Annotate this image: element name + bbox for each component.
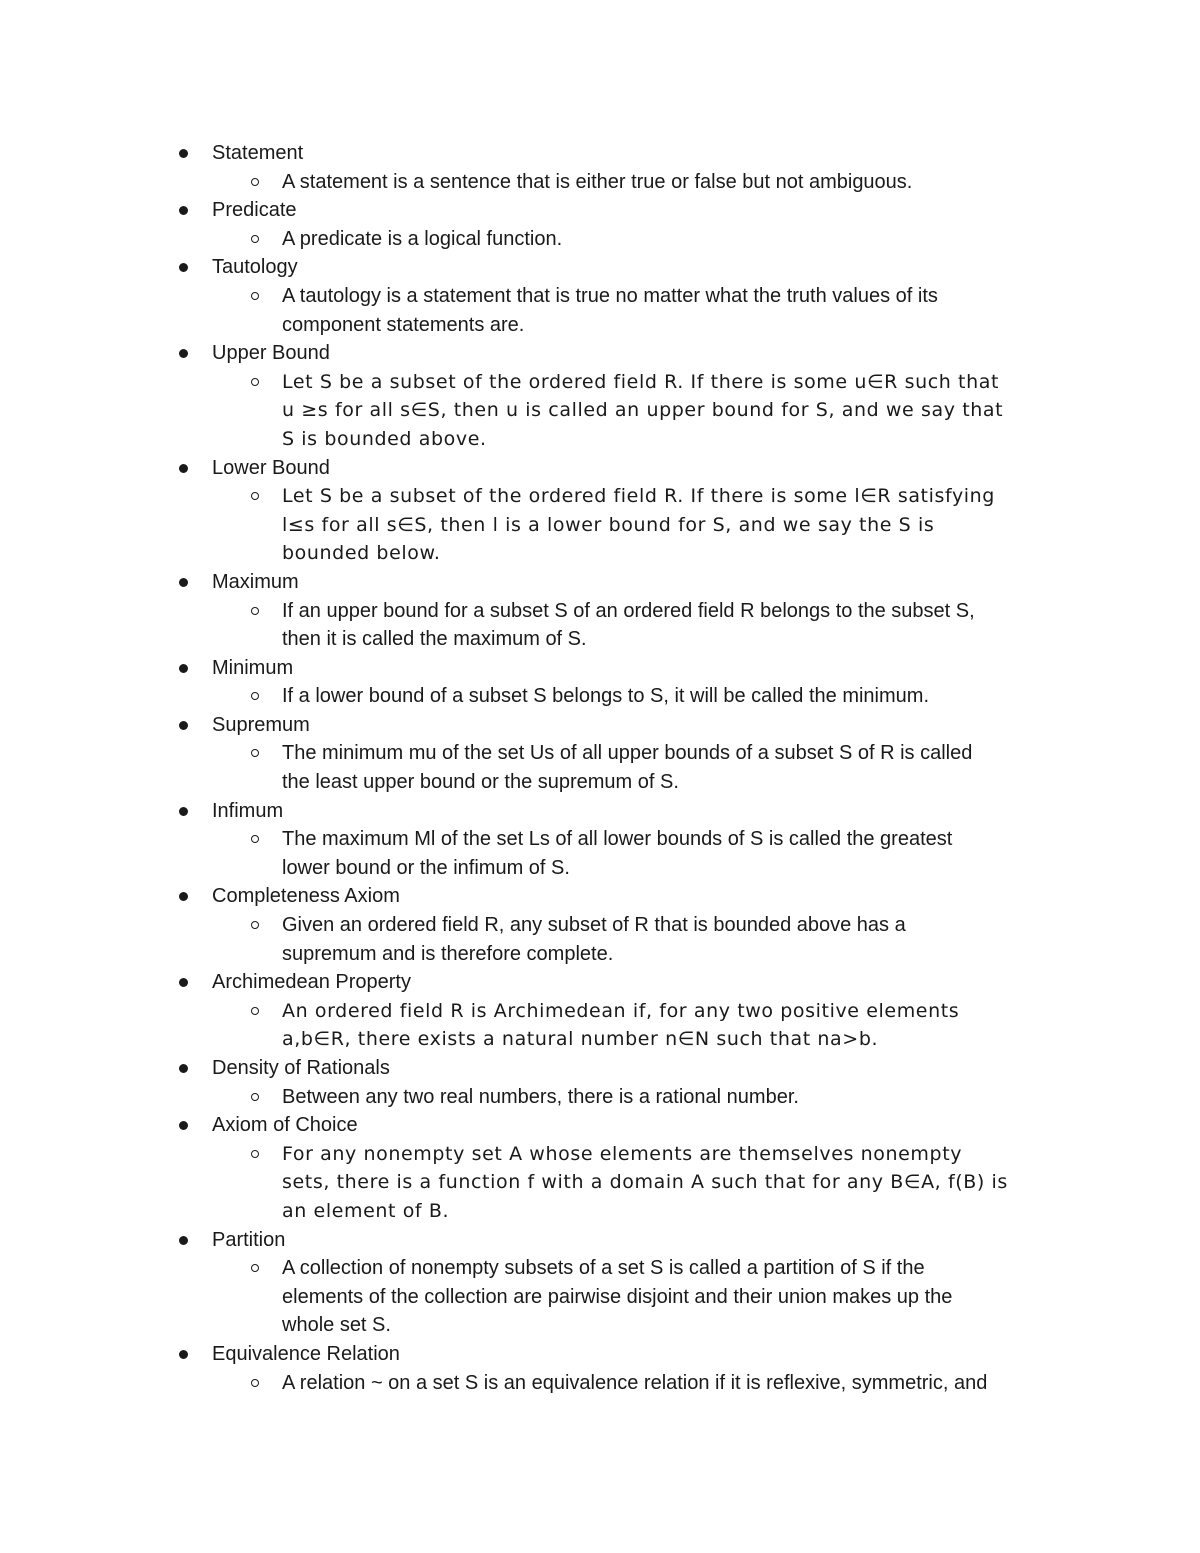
definition-item: [176, 1054, 1076, 1111]
definition-text: [176, 911, 1076, 968]
hollow-bullet-icon: [251, 692, 259, 700]
hollow-bullet-icon: [251, 492, 259, 500]
term-heading: Archimedean Property: [212, 971, 411, 994]
definition-line: The maximum Ml of the set Ls of all lower bounds of S is called the greatest: [282, 828, 953, 851]
definition-line: elements of the collection are pairwise disjoint and their union makes up the: [282, 1285, 953, 1308]
definition-line: bounded below.: [282, 542, 441, 565]
term-heading: Minimum: [212, 656, 294, 679]
hollow-bullet-icon: [251, 749, 259, 757]
definition-sublist: [176, 739, 1076, 796]
definition-text: [176, 282, 1076, 339]
bullet-icon: [179, 1064, 188, 1073]
hollow-bullet-icon: [251, 1264, 259, 1272]
definition-item: [176, 654, 1076, 711]
definition-line: A statement is a sentence that is either true or false but not ambiguous.: [282, 170, 913, 193]
definition-item: [176, 196, 1076, 253]
definition-sublist: [176, 597, 1076, 654]
definition-line: A collection of nonempty subsets of a set S is called a partition of S if the: [282, 1257, 925, 1280]
definition-line: The minimum mu of the set Us of all upper bounds of a subset S of R is called: [282, 742, 973, 765]
definition-line: Given an ordered field R, any subset of R that is bounded above has a: [282, 914, 906, 937]
bullet-icon: [179, 1236, 188, 1245]
hollow-bullet-icon: [251, 607, 259, 615]
bullet-icon: [179, 664, 188, 673]
definition-item: [176, 1111, 1076, 1225]
definition-sublist: [176, 1254, 1076, 1340]
bullet-icon: [179, 1350, 188, 1359]
definition-line: supremum and is therefore complete.: [282, 942, 614, 965]
definition-text: [176, 482, 1076, 568]
definition-text: [176, 168, 1076, 197]
definition-sublist: [176, 997, 1076, 1054]
definition-item: [176, 882, 1076, 968]
definition-sublist: [176, 225, 1076, 254]
definition-item: [176, 797, 1076, 883]
term-heading: Lower Bound: [212, 456, 330, 479]
definition-line: A relation ~ on a set S is an equivalence relation if it is reflexive, symmetric, and: [282, 1371, 988, 1394]
hollow-bullet-icon: [251, 235, 259, 243]
hollow-bullet-icon: [251, 1150, 259, 1158]
term-heading: Statement: [212, 142, 304, 164]
term-heading: Tautology: [212, 256, 298, 279]
definition-item: [176, 139, 1076, 196]
definition-text: [176, 825, 1076, 882]
definition-text: [176, 1254, 1076, 1340]
definition-item: [176, 253, 1076, 339]
definition-item: [176, 1340, 1076, 1397]
definition-line: An ordered field R is Archimedean if, for any two positive elements: [282, 999, 960, 1022]
definition-sublist: [176, 682, 1076, 711]
definition-sublist: [176, 825, 1076, 882]
definition-sublist: [176, 368, 1076, 454]
definition-item: [176, 568, 1076, 654]
hollow-bullet-icon: [251, 921, 259, 929]
definition-item: [176, 454, 1076, 568]
definition-list: [176, 139, 1076, 1397]
term-heading: Infimum: [212, 799, 284, 822]
definition-line: then it is called the maximum of S.: [282, 628, 587, 651]
bullet-icon: [179, 578, 188, 587]
definition-sublist: [176, 1369, 1076, 1398]
definition-line: component statements are.: [282, 313, 525, 336]
definition-text: [176, 368, 1076, 454]
definition-sublist: [176, 911, 1076, 968]
hollow-bullet-icon: [251, 1007, 259, 1015]
definition-sublist: [176, 168, 1076, 197]
definition-text: [176, 225, 1076, 254]
definition-line: S is bounded above.: [282, 427, 487, 450]
definition-sublist: [176, 1083, 1076, 1112]
definition-text: [176, 1369, 1076, 1398]
definition-line: If a lower bound of a subset S belongs to S, it will be called the minimum.: [282, 685, 930, 708]
term-heading: Density of Rationals: [212, 1057, 390, 1079]
bullet-icon: [179, 721, 188, 730]
hollow-bullet-icon: [251, 835, 259, 843]
term-heading: Upper Bound: [212, 342, 330, 365]
definition-item: [176, 711, 1076, 797]
definition-line: a,b∈R, there exists a natural number n∈N such that na>b.: [282, 1028, 879, 1051]
definition-text: [176, 739, 1076, 796]
definition-line: whole set S.: [282, 1314, 391, 1337]
definition-line: If an upper bound for a subset S of an ordered field R belongs to the subset S,: [282, 599, 975, 622]
definition-text: [176, 1140, 1076, 1226]
definition-line: the least upper bound or the supremum of S.: [282, 771, 679, 794]
term-heading: Equivalence Relation: [212, 1342, 400, 1365]
hollow-bullet-icon: [251, 178, 259, 186]
definition-line: For any nonempty set A whose elements are themselves nonempty: [282, 1142, 963, 1165]
term-heading: Partition: [212, 1228, 286, 1251]
definition-line: sets, there is a function f with a domain A such that for any B∈A, f(B) is: [282, 1171, 1008, 1194]
definition-sublist: [176, 1140, 1076, 1226]
definition-item: [176, 339, 1076, 453]
term-heading: Predicate: [212, 199, 297, 222]
definition-line: A tautology is a statement that is true no matter what the truth values of its: [282, 284, 938, 307]
term-heading: Supremum: [212, 713, 310, 736]
term-heading: Maximum: [212, 570, 299, 593]
definition-line: Let S be a subset of the ordered field R. If there is some u∈R such that: [282, 370, 1000, 393]
hollow-bullet-icon: [251, 1379, 259, 1387]
bullet-icon: [179, 464, 188, 473]
bullet-icon: [179, 149, 188, 158]
definition-item: [176, 968, 1076, 1054]
term-heading: Axiom of Choice: [212, 1114, 358, 1137]
hollow-bullet-icon: [251, 1093, 259, 1101]
hollow-bullet-icon: [251, 292, 259, 300]
hollow-bullet-icon: [251, 378, 259, 386]
definition-line: u ≥s for all s∈S, then u is called an upper bound for S, and we say that: [282, 399, 1004, 422]
definition-line: an element of B.: [282, 1199, 450, 1222]
definition-text: [176, 682, 1076, 711]
definition-text: [176, 997, 1076, 1054]
term-heading: Completeness Axiom: [212, 885, 400, 908]
definition-line: Let S be a subset of the ordered field R. If there is some l∈R satisfying: [282, 485, 995, 508]
definition-line: A predicate is a logical function.: [282, 227, 563, 250]
definition-text: [176, 597, 1076, 654]
definition-text: [176, 1083, 1076, 1112]
definition-item: [176, 1226, 1076, 1340]
definition-line: Between any two real numbers, there is a rational number.: [282, 1085, 799, 1108]
definition-line: l≤s for all s∈S, then l is a lower bound for S, and we say the S is: [282, 513, 935, 536]
bullet-icon: [179, 807, 188, 816]
definition-sublist: [176, 282, 1076, 339]
definition-sublist: [176, 482, 1076, 568]
definition-line: lower bound or the infimum of S.: [282, 856, 570, 879]
